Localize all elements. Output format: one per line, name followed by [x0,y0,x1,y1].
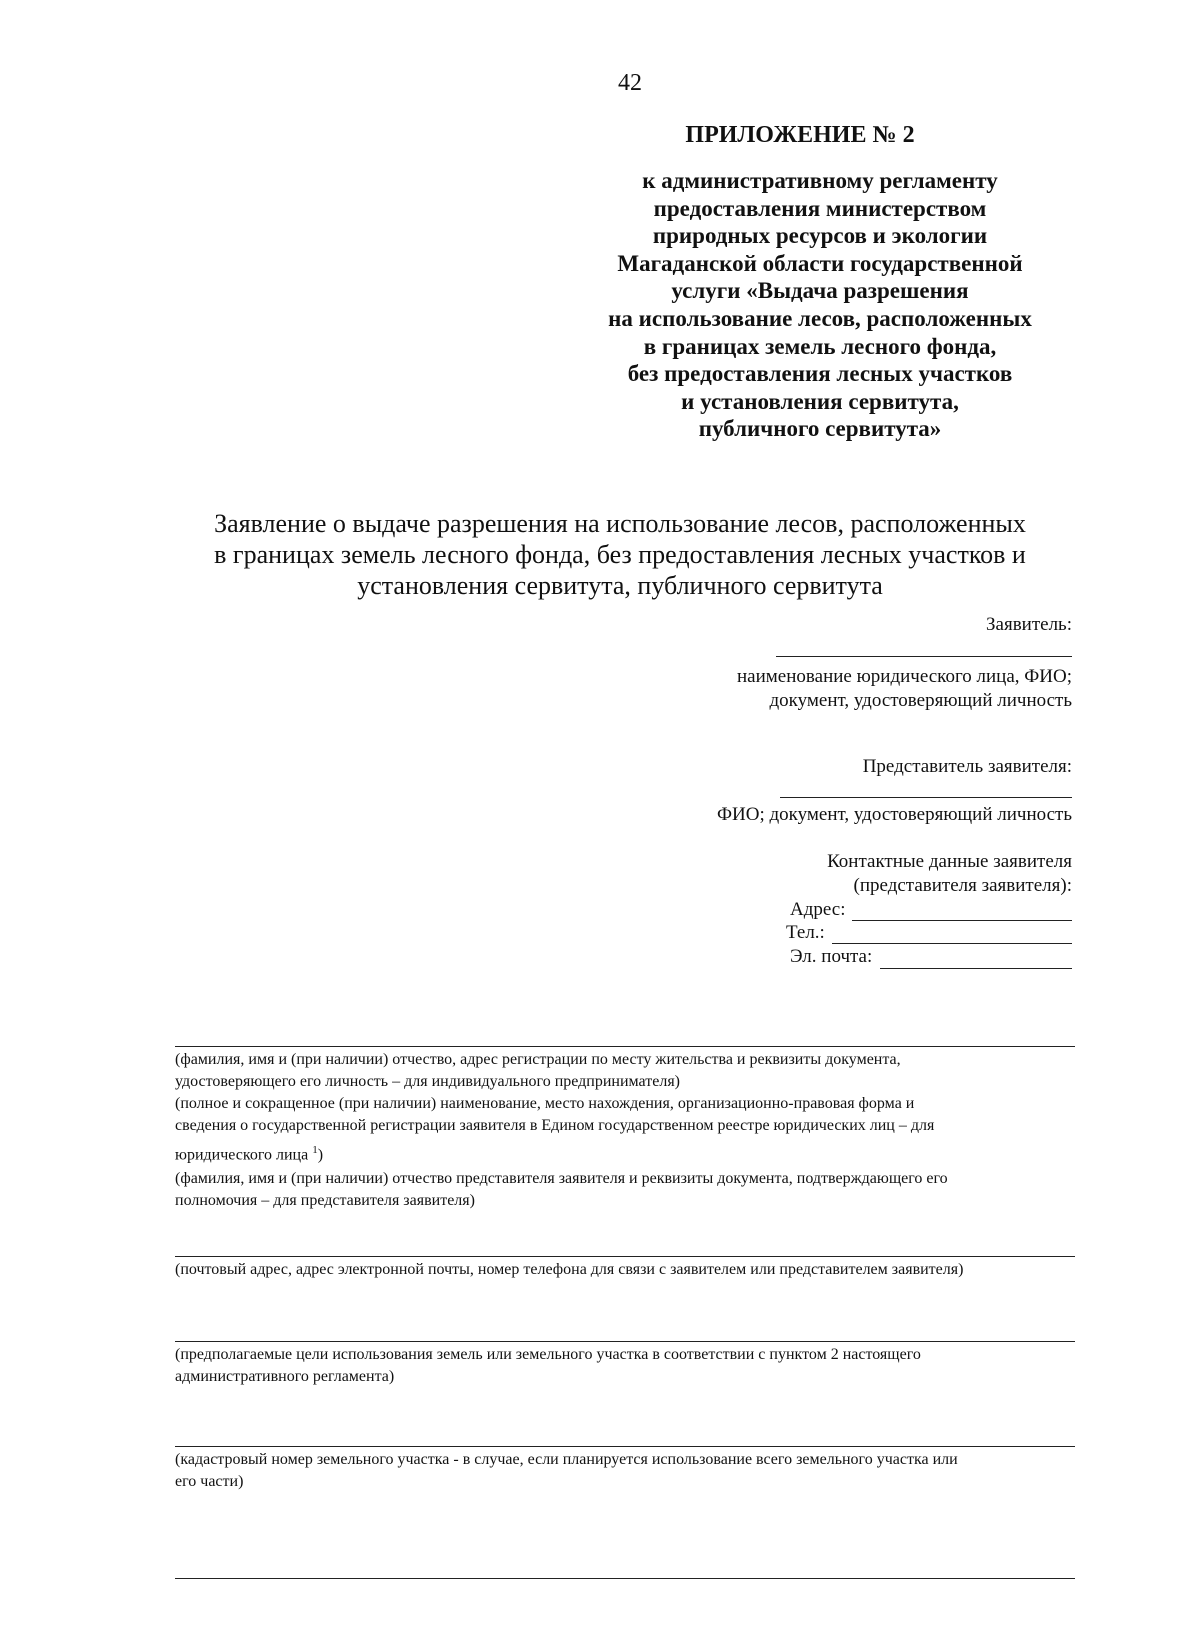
appendix-line: в границах земель лесного фонда, [643,333,997,359]
representative-field[interactable] [780,797,1072,798]
note-line: (фамилия, имя и (при наличии) отчество, адрес регистрации по месту жительства и реквизиты документа, [175,1051,901,1068]
appendix-line: природных ресурсов и экологии [652,223,988,249]
appendix-line: на использование лесов, расположенных [608,305,1032,331]
footnote-ref[interactable]: 1 [312,1144,318,1156]
cadastral-field[interactable] [175,1446,1075,1447]
contacts-heading-2: (представителя заявителя): [853,875,1072,896]
address-field[interactable] [852,920,1072,921]
applicant-field[interactable] [776,656,1072,657]
appendix-line: Магаданской области государственной [617,250,1023,276]
representative-caption: ФИО; документ, удостоверяющий личность [717,804,1072,825]
contacts-note [175,1259,1075,1281]
note-line: (фамилия, имя и (при наличии) отчество представителя заявителя и реквизиты документа, подтверждающего его [175,1170,948,1188]
appendix-line: без предоставления лесных участков [627,361,1013,387]
email-label: Эл. почта: [790,946,873,967]
note-line: удостоверяющего его личность – для индивидуального предпринимателя) [175,1073,681,1090]
appendix-line: к административному регламенту [642,168,998,193]
note-line: сведения о государственной регистрации заявителя в Едином государственном реестре юридических лиц – для [175,1117,935,1134]
statement-title-line: установления сервитута, публичного сервитута [357,571,883,600]
note-line: полномочия – для представителя заявителя) [175,1192,475,1210]
note-line: (почтовый адрес, адрес электронной почты, номер телефона для связи с заявителем или представителем заявителя) [175,1261,964,1278]
note-text: ) [317,1146,324,1164]
statement-title-line: Заявление о выдаче разрешения на использование лесов, расположенных [214,509,1026,538]
appendix-line: предоставления министерством [653,195,987,221]
representative-label: Представитель заявителя: [862,756,1072,777]
applicant-label: Заявитель: [986,614,1072,635]
note-line: (кадастровый номер земельного участка - в случае, если планируется использование всего земельного участка или [175,1451,958,1468]
note-text: юридического лица [175,1146,309,1164]
applicant-caption-2: документ, удостоверяющий личность [769,690,1072,711]
cadastral-note [175,1449,1075,1493]
appendix-title: ПРИЛОЖЕНИЕ № 2 [685,122,915,148]
appendix-subtitle [560,167,1080,443]
note-line: административного регламента) [175,1368,395,1385]
purpose-note [175,1344,1075,1388]
email-field[interactable] [880,968,1072,969]
note-line: (предполагаемые цели использования земель или земельного участка в соответствии с пунктом 2 настоящего [175,1346,921,1363]
purpose-field[interactable] [175,1341,1075,1342]
applicant-details-note [175,1049,1075,1212]
appendix-line: и установления сервитута, [681,388,959,414]
address-label: Адрес: [790,899,846,920]
statement-title-line: в границах земель лесного фонда, без предоставления лесных участков и [214,540,1026,569]
applicant-caption-1: наименование юридического лица, ФИО; [737,666,1072,687]
appendix-line: услуги «Выдача разрешения [671,278,969,304]
phone-label: Тел.: [786,922,825,943]
note-line [175,1139,1075,1166]
page-number: 42 [618,70,642,96]
note-line: его части) [175,1473,244,1490]
applicant-details-field[interactable] [175,1046,1075,1047]
phone-field[interactable] [832,943,1072,944]
additional-field[interactable] [175,1578,1075,1579]
contacts-details-field[interactable] [175,1256,1075,1257]
note-line: (полное и сокращенное (при наличии) наименование, место нахождения, организационно-правовая форма и [175,1095,915,1112]
contacts-heading-1: Контактные данные заявителя [827,851,1072,872]
appendix-line: публичного сервитута» [698,416,942,442]
statement-title [160,508,1080,601]
